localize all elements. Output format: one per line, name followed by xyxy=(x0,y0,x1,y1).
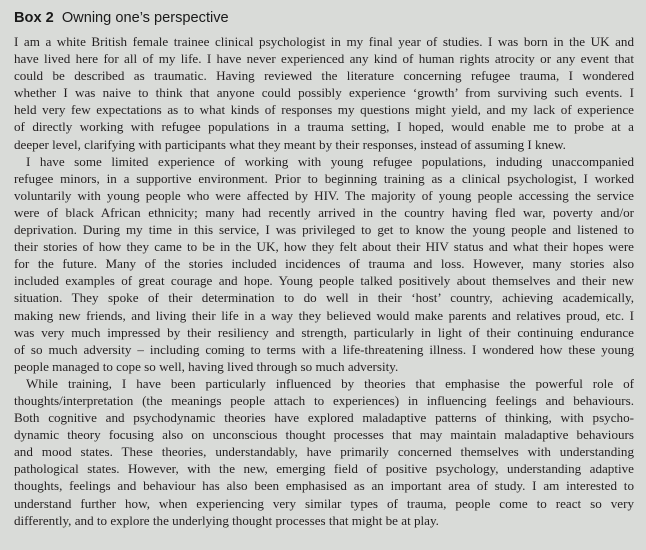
text-line: people managed to cope so well, having lived through so much adversity. xyxy=(14,358,399,374)
text-line: have lived here for all of my life. I have never experienced any kind of human rights atrocity or any event that xyxy=(14,51,634,67)
text-line: voluntarily with young people who were affected by HIV. The majority of young people accessing the service xyxy=(14,187,634,203)
text-line: could be described as traumatic. Having reviewed the literature concerning refugee trauma, I wondered xyxy=(14,68,634,84)
box-heading xyxy=(14,8,636,28)
text-line: whether I was naive to think that anyone could possibly experience ‘growth’ from surviving such events. I xyxy=(14,85,634,101)
text-line: deeper level, clarifying with participants what they meant by their responses, instead of assuming I knew. xyxy=(14,136,566,152)
text-line: was very much impressed by their resiliency and strength, particularly in light of their continuing endurance xyxy=(14,324,634,340)
text-line: thoughts, feelings and behaviour has also been emphasised as an important area of study. I am interested to xyxy=(14,478,634,494)
text-line: refugee minors, in a supportive environment. Prior to beginning training as a clinical psychologist, I worked xyxy=(14,170,634,186)
text-line: situation. They spoke of their determination to do well in their ‘host’ country, achieving academically, xyxy=(14,290,634,306)
text-line: understand further how, when experiencing very similar types of trauma, people come to react so very xyxy=(14,495,634,511)
text-line: thoughts/interpretation (the meanings people attach to experiences) in influencing feelings and behaviours. xyxy=(14,392,634,408)
text-line: held very few expectations as to what kinds of responses my questions might yield, and my lack of experience xyxy=(14,102,634,118)
box-title: Owning one’s perspective xyxy=(61,10,229,26)
text-line: were of black African ethnicity; many had recently arrived in the country having fled war, poverty and/or xyxy=(14,204,634,220)
text-line: and mood states. These theories, understandably, have primarily concerned themselves with understanding xyxy=(14,444,634,460)
paragraph-1 xyxy=(14,33,636,153)
paragraph-3 xyxy=(14,375,636,529)
text-line: for the future. Many of the stories included incidences of trauma and loss. However, many stories also xyxy=(14,256,634,272)
text-line: pathological states. However, with the new, emerging field of positive psychology, understanding adaptive xyxy=(14,461,634,477)
text-line: While training, I have been particularly influenced by theories that emphasise the powerful role of xyxy=(26,375,634,391)
text-line: of so much adversity – including coming to terms with a life-threatening illness. I wondered how these young xyxy=(14,341,634,357)
paragraph-2 xyxy=(14,153,636,375)
text-line: making new friends, and living their life in a way they believed would make parents and relatives proud, etc. I xyxy=(14,307,634,323)
text-line: of directly working with refugee populations in a trauma setting, I hoped, would enable me to probe at a xyxy=(14,119,634,135)
text-line: Both cognitive and psychodynamic theories have explored maladaptive patterns of thinking, with psycho- xyxy=(14,410,634,426)
text-line: deprivation. During my time in this service, I was privileged to get to know the young people and listened to xyxy=(14,222,634,238)
text-line: their stories of how they came to be in the UK, how they felt about their HIV status and what their hopes were xyxy=(14,239,634,255)
text-line: dynamic theory focusing also on unconscious thought processes that may maintain maladaptive behaviours xyxy=(14,427,634,443)
text-line: I have some limited experience of working with young refugee populations, induding unaccompanied xyxy=(26,153,634,169)
box-number: Box 2 xyxy=(14,10,54,26)
text-line: differently, and to explore the underlying thought processes that might be at play. xyxy=(14,512,439,528)
text-line: included examples of great courage and hope. Young people talked positively about themselves and their new xyxy=(14,273,634,289)
text-line: I am a white British female trainee clinical psychologist in my final year of studies. I was born in the UK and xyxy=(14,34,634,49)
